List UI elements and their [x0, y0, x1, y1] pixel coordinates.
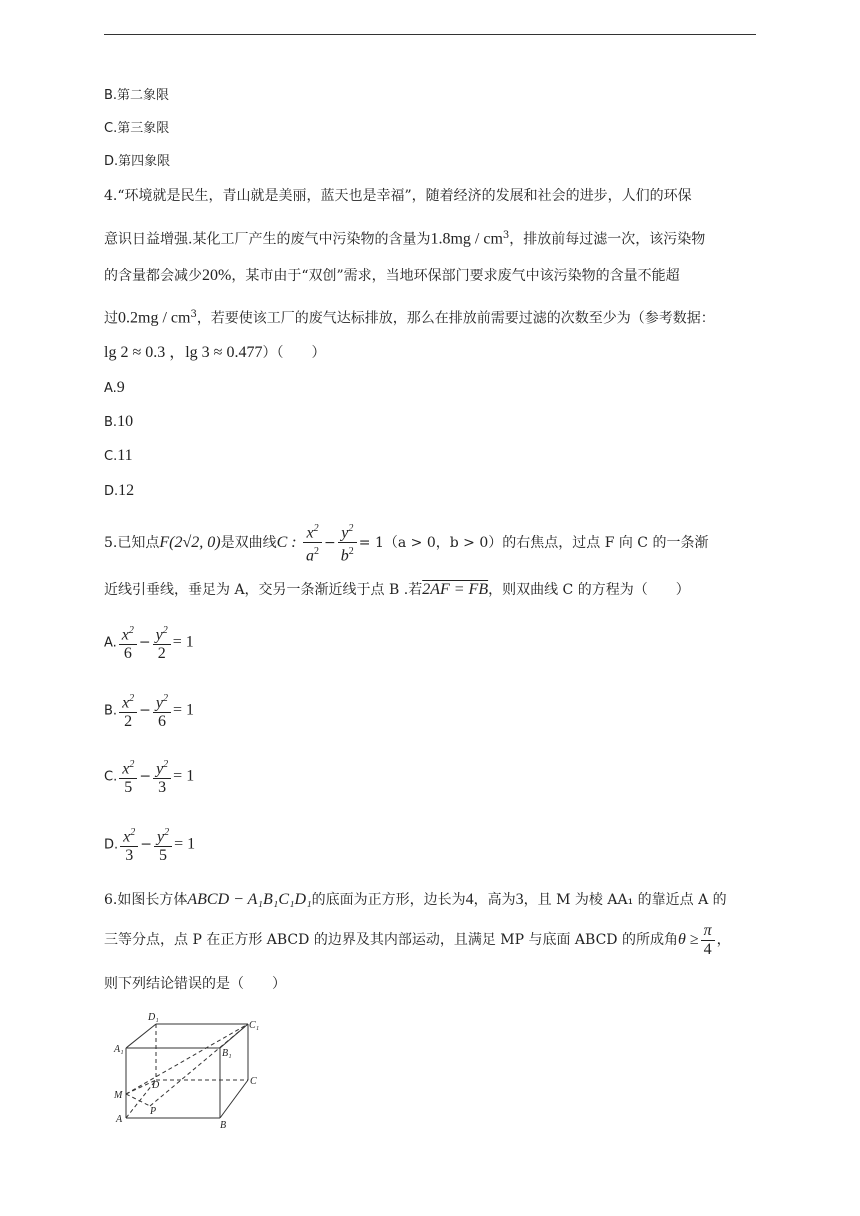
box-figure	[112, 1010, 272, 1130]
q5-line1: 5.已知点F(2√2, 0)是双曲线C : $\frac{x^2}{a^2}$ − $\frac{y^2}{b^2}$ = 1（a > 0，b > 0）的右焦点，过点 F 向 C 的一条渐	[104, 520, 708, 566]
q5-option-a: A. $\frac{x^2}{6}$ − $\frac{y^2}{2}$ = 1	[104, 622, 194, 664]
q5-option-b: B. $\frac{x^2}{2}$ − $\frac{y^2}{6}$ = 1	[104, 690, 194, 732]
label-C1: C₁	[249, 1020, 260, 1031]
q4-line5: lg 2 ≈ 0.3 ，lg 3 ≈ 0.477）（ ）	[104, 344, 326, 361]
q4-option-a: A.9	[104, 379, 125, 396]
q3-option-d: D.第四象限	[104, 154, 171, 169]
q4-option-d: D.12	[104, 482, 135, 499]
q6-line3: 则下列结论错误的是（ ）	[104, 976, 286, 992]
label-C: C	[250, 1076, 257, 1087]
label-B1: B₁	[222, 1048, 232, 1059]
label-B: B	[220, 1120, 227, 1130]
q4-option-b: B.10	[104, 413, 134, 430]
label-D1: D₁	[148, 1012, 159, 1023]
header-rule	[104, 34, 756, 35]
q5-option-c: C. $\frac{x^2}{5}$ − $\frac{y^2}{3}$ = 1	[104, 756, 194, 798]
label-A1: A₁	[114, 1044, 124, 1055]
q4-line3: 的含量都会减少20%，某市由于“双创”需求，当地环保部门要求废气中该污染物的含量不能超	[104, 267, 680, 284]
label-M: M	[114, 1090, 123, 1101]
q5-option-d: D. $\frac{x^2}{3}$ − $\frac{y^2}{5}$ = 1	[104, 824, 195, 866]
q3-option-c: C.第三象限	[104, 121, 170, 136]
label-D: D	[152, 1080, 160, 1091]
q5-line2: 近线引垂线，垂足为 A，交另一条渐近线于点 B .若2AF = FB，则双曲线 C 的方程为（ ）	[104, 581, 690, 598]
q4-line1: 4.“环境就是民生，青山就是美丽，蓝天也是幸福”，随着经济的发展和社会的进步，人们的环保	[104, 188, 692, 204]
label-P: P	[150, 1106, 157, 1117]
q6-line2: 三等分点，点 P 在正方形 ABCD 的边界及其内部运动，且满足 MP 与底面 ABCD 的所成角θ ≥ $\frac{\pi}{4}$ ，	[104, 921, 731, 958]
q4-line2: 意识日益增强.某化工厂产生的废气中污染物的含量为$1.8mg / cm^3$，排放前每过滤一次，该污染物	[104, 230, 706, 248]
q3-option-b: B.第二象限	[104, 88, 170, 103]
q4-line4: 过$0.2mg / cm^3$，若要使该工厂的废气达标排放，那么在排放前需要过滤的次数至少为（参考数据：	[104, 309, 715, 327]
q6-line1: 6.如图长方体ABCD − A₁B₁C₁D₁的底面为正方形，边长为4，高为3，且 M 为棱 AA₁ 的靠近点 A 的	[104, 891, 727, 908]
label-A: A	[116, 1114, 123, 1125]
q4-option-c: C.11	[104, 447, 133, 464]
